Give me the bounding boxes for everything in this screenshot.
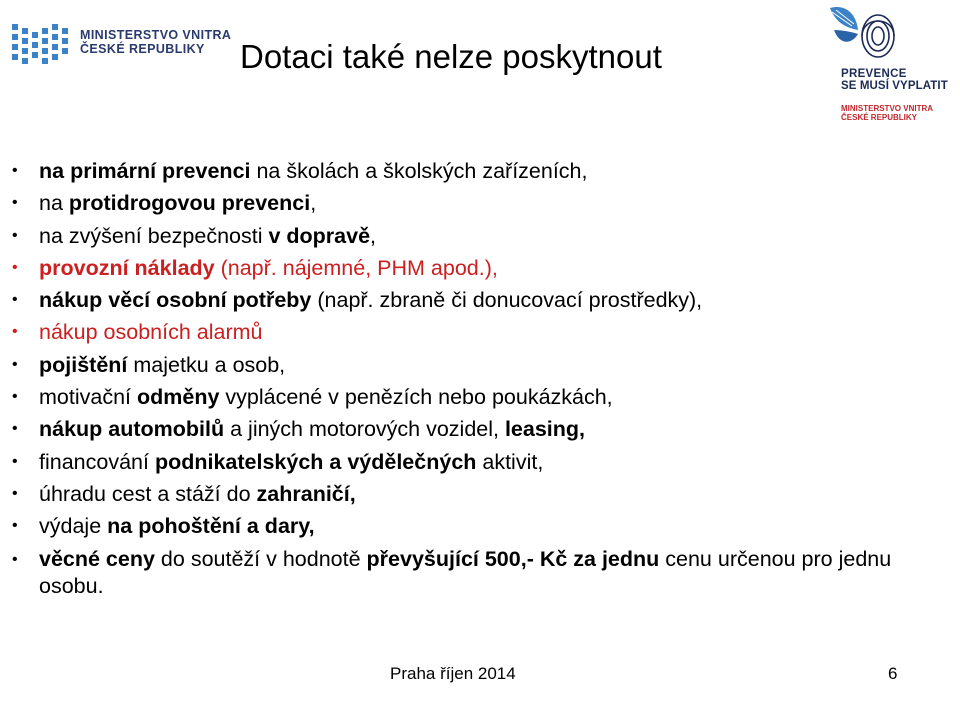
list-item-text: , [370,223,377,248]
list-item [0,349,930,381]
list-item-text: financování [39,449,155,474]
bullet-icon: • [12,258,18,276]
prevention-logo-ministry [841,104,951,122]
butterfly-fingerprint-icon [822,2,902,66]
bullet-icon: • [12,388,18,406]
list-item-bold-text: nákup automobilů [39,417,225,442]
prevention-logo-line1: PREVENCE [841,68,907,80]
list-item [0,316,930,348]
list-item [0,510,930,542]
bullet-icon: • [12,162,18,179]
list-item-bold-text: leasing, [504,417,586,442]
footer-date: Praha říjen 2014 [390,664,516,683]
bullet-icon: • [12,291,18,309]
bullet-icon: • [12,323,18,341]
ministry-name-line2: ČESKÉ REPUBLIKY [80,42,205,56]
list-item-bold-text: převyšující 500,- Kč za jednu [366,546,660,571]
list-item [0,446,930,478]
list-item-bold-text: věcné ceny [39,546,155,571]
bullet-icon: • [12,550,18,568]
slide-title: Dotaci také nelze poskytnout [240,38,662,75]
bullet-icon: • [12,484,18,502]
bullet-icon: • [12,194,18,212]
list-item-text: na školách a školských zařízeních, [250,159,588,183]
prevention-ministry-line1: MINISTERSTVO VNITRA [841,104,934,113]
list-item-text: cenu určenou pro jednu osobu. [39,546,892,598]
list-item-text: výdaje [39,514,108,539]
prevention-logo-line2: SE MUSÍ VYPLATIT [841,80,948,92]
bullet-icon: • [12,517,18,535]
bullet-icon: • [12,355,18,373]
list-item-bold-text: zahraničí, [256,481,356,506]
bullet-icon: • [12,420,18,438]
list-item-bold-text: pojištění [39,352,128,377]
list-item-text: nákup osobních alarmů [39,320,263,345]
list-item-text: úhradu cest a stáží do [39,481,257,506]
list-item [0,252,930,284]
list-item-bold-text: provozní náklady [39,255,215,280]
list-item-text: motivační [39,385,137,410]
list-item-text: vyplácené v penězích nebo poukázkách, [219,385,613,410]
list-item-bold-text: podnikatelských a výdělečných [154,449,477,474]
list-item-bold-text: protidrogovou prevenci [68,191,311,216]
list-item-bold-text: na pohoštění a dary, [107,514,315,539]
list-item-text: , [310,191,317,216]
list-item-text: aktivit, [476,449,544,474]
bullet-list [0,155,930,600]
list-item-text: majetku a osob, [127,352,286,377]
list-item [0,155,930,187]
list-item-text: do soutěží v hodnotě [154,546,367,571]
list-item-text: na zvýšení bezpečnosti [39,223,269,248]
list-item-bold-text: nákup věcí osobní potřeby [39,288,312,313]
list-item [0,220,930,252]
ministry-logo-mark-icon [10,14,82,74]
list-item [0,413,930,445]
list-item-bold-text: odměny [136,385,220,410]
ministry-name-line1: MINISTERSTVO VNITRA [80,28,232,42]
prevention-ministry-line2: ČESKÉ REPUBLIKY [841,113,918,122]
list-item-bold-text: v dopravě [268,223,371,248]
bullet-icon: • [12,226,18,244]
ministry-name [80,28,231,56]
list-item [0,187,930,219]
list-item [0,284,930,316]
list-item [0,543,930,600]
bullet-icon: • [12,452,18,470]
list-item [0,478,930,510]
list-item-text: (např. zbraně či donucovací prostředky), [311,288,703,313]
page-number: 6 [888,664,898,683]
list-item-bold-text: na primární prevenci [39,159,251,183]
list-item [0,381,930,413]
list-item-text: na [39,191,69,216]
list-item-text: a jiných motorových vozidel, [224,417,505,442]
list-item-text: (např. nájemné, PHM apod.), [214,255,498,280]
prevention-logo [820,0,960,130]
